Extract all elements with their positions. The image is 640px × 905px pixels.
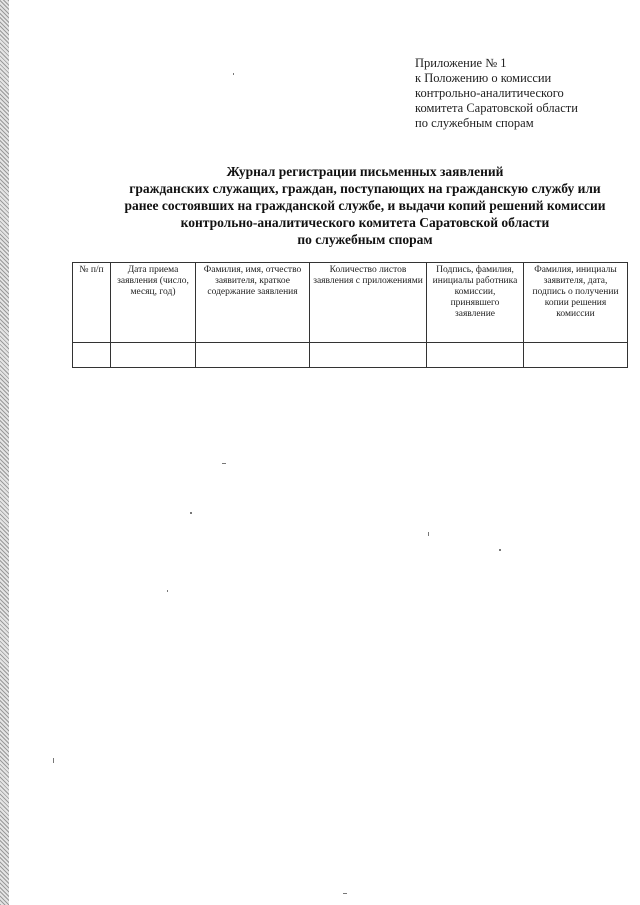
col-header-date: Дата приема заявления (число, месяц, год): [111, 263, 196, 343]
scan-speck: [499, 549, 501, 551]
title-line: по служебным спорам: [297, 232, 433, 247]
table-row: [73, 343, 628, 368]
appendix-note: [415, 56, 615, 131]
scan-speck: [167, 590, 168, 592]
appendix-line: контрольно-аналитического: [415, 86, 564, 100]
appendix-line: Приложение № 1: [415, 56, 507, 70]
col-header-receiver: Подпись, фамилия, инициалы работника комиссии, принявшего заявление: [427, 263, 524, 343]
scan-speck: [233, 73, 234, 75]
scan-speck: [343, 893, 347, 894]
title-line: ранее состоявших на гражданской службе, и выдачи копий решений комиссии: [124, 198, 606, 213]
title-line: Журнал регистрации письменных заявлений: [226, 164, 504, 179]
table-cell: [524, 343, 628, 368]
scan-speck: [428, 532, 429, 536]
col-header-number: № п/п: [73, 263, 111, 343]
table-cell: [310, 343, 427, 368]
scan-speck: [190, 512, 192, 514]
title-line: контрольно-аналитического комитета Саратовской области: [180, 215, 550, 230]
table-cell: [111, 343, 196, 368]
table-cell: [427, 343, 524, 368]
col-header-applicant: Фамилия, имя, отчество заявителя, краткое содержание заявления: [196, 263, 310, 343]
appendix-line: по служебным спорам: [415, 116, 534, 130]
scan-speck: [53, 758, 54, 763]
table-header-row: [73, 263, 628, 343]
appendix-line: к Положению о комиссии: [415, 71, 552, 85]
appendix-line: комитета Саратовской области: [415, 101, 578, 115]
document-title: [90, 163, 640, 248]
registration-table: [72, 262, 628, 368]
scan-speck: [222, 463, 226, 464]
table-cell: [73, 343, 111, 368]
title-line: гражданских служащих, граждан, поступающих на гражданскую службу или: [129, 181, 601, 196]
col-header-sheets: Количество листов заявления с приложениями: [310, 263, 427, 343]
col-header-copy-receipt: Фамилия, инициалы заявителя, дата, подпись о получении копии решения комиссии: [524, 263, 628, 343]
table-cell: [196, 343, 310, 368]
